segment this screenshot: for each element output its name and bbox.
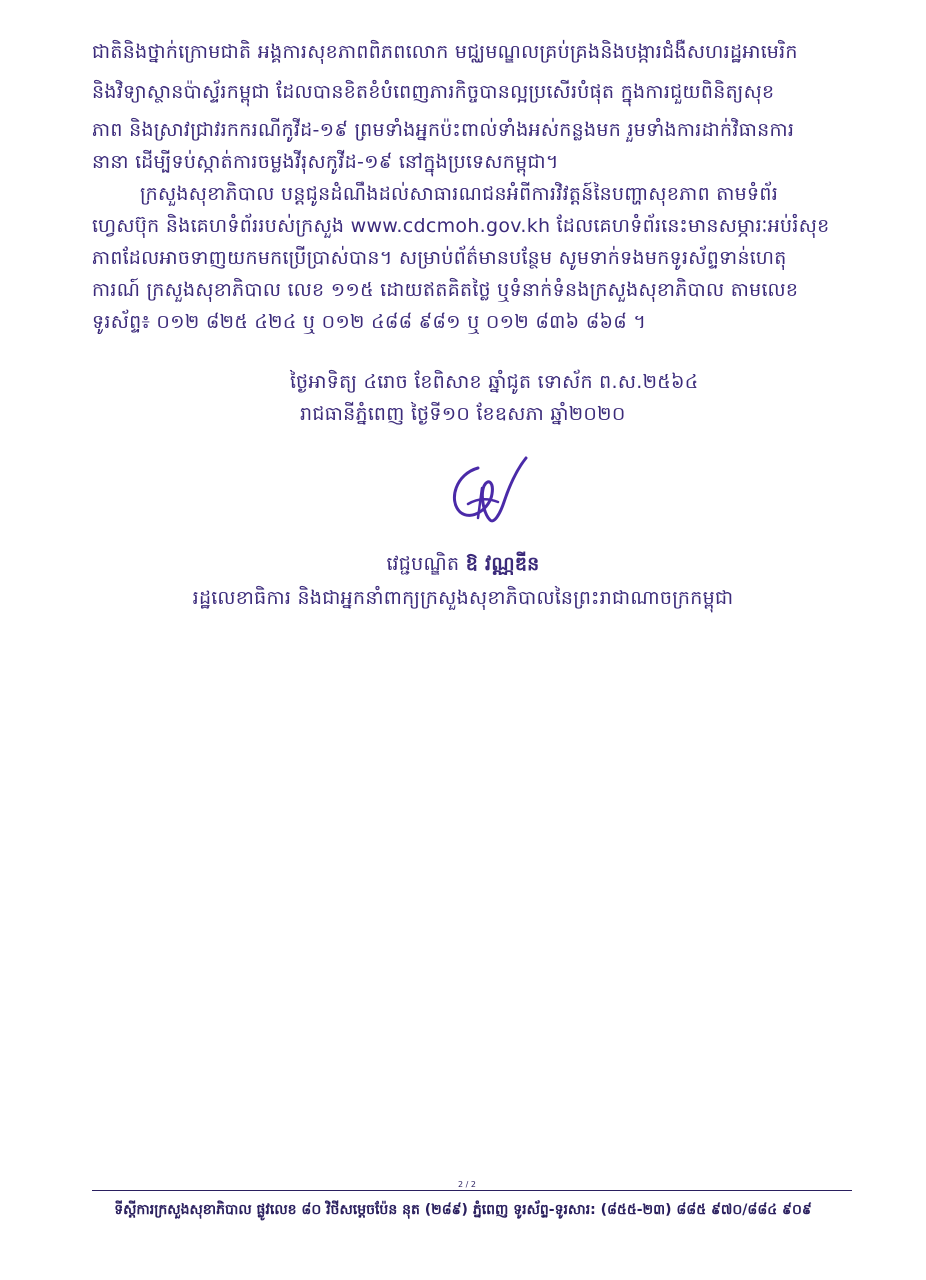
- solar-date: រាជធានីភ្នំពេញ ថ្ងៃទី១០ ខែឧសភា ឆ្នាំ២០២០: [300, 403, 626, 425]
- signer-name-line: [0, 552, 926, 580]
- signer-title: វេជ្ជបណ្ឌិត: [386, 553, 460, 575]
- page-number: 2 / 2: [455, 1180, 479, 1189]
- signer-position: រដ្ឋលេខាធិការ និងជាអ្នកនាំពាក្យក្រសួងសុខាភិបាលនៃព្រះរាជាណាចក្រកម្ពុជា: [192, 587, 734, 609]
- signer-name: ឱ វណ្ណឌីន: [465, 553, 540, 575]
- paragraph-line: នានា ដើម្បីទប់ស្កាត់ការចម្លងវីរុសកូវីដ-១៩ នៅក្នុងប្រទេសកម្ពុជា។: [92, 151, 559, 173]
- paragraph-line: ក្រសួងសុខាភិបាល បន្តជូនដំណឹងដល់សាធារណជនអំពីការវិវត្តន៍នៃបញ្ហាសុខភាព តាមទំព័រ: [140, 183, 779, 205]
- handwritten-signature: [438, 448, 538, 538]
- lunar-date: ថ្ងៃអាទិត្យ ៤រោច ខែពិសាខ ឆ្នាំជូត ទោស័ក ព.ស.២៥៦៤: [290, 371, 699, 393]
- paragraph-line: ការណ៍ ក្រសួងសុខាភិបាល លេខ ១១៥ ដោយឥតគិតថ្លៃ ឬទំនាក់ទំនងក្រសួងសុខាភិបាល តាមលេខ: [92, 279, 799, 301]
- footer-address: ទីស្តីការក្រសួងសុខាភិបាល ផ្លូវលេខ ៨០ វិថីសម្តេចប៉ែន នុត (២៨៩) ភ្នំពេញ ទូរស័ព្ទ-ទូរសារ: (៨៥៥-២៣) ៨៨៥ ៩៧០/៨៨៤ ៩០៩: [114, 1202, 812, 1218]
- paragraph-line: ទូរស័ព្ទ៖ ០១២ ៨២៥ ៤២៤ ឬ ០១២ ៤៨៨ ៩៨១ ឬ ០១២ ៨៣៦ ៨៦៨ ។: [92, 311, 647, 333]
- paragraph-line: ជាតិនិងថ្នាក់ក្រោមជាតិ អង្គការសុខភាពពិភពលោក មជ្ឈមណ្ឌលគ្រប់គ្រងនិងបង្ការជំងឺសហរដ្ឋអាមេរិក: [92, 41, 798, 63]
- paragraph-line: ភាព និងស្រាវជ្រាវរកករណីកូវីដ-១៩ ព្រមទាំងអ្នកប៉ះពាល់ទាំងអស់កន្លងមក រួមទាំងការដាក់វិធានការ: [92, 119, 795, 141]
- footer-divider: [92, 1190, 852, 1191]
- paragraph-line: ភាពដែលអាចទាញយកមកប្រើប្រាស់បាន។ សម្រាប់ព័ត៌មានបន្ថែម សូមទាក់ទងមកទូរស័ព្ទទាន់ហេតុ: [92, 247, 787, 269]
- paragraph-line: និងវិទ្យាស្ថានប៉ាស្ទ័រកម្ពុជា ដែលបានខិតខំបំពេញភារកិច្ចបានល្អប្រសើរបំផុត ក្នុងការជួយពិនិត្យសុខ: [92, 81, 775, 103]
- paragraph-line: ហ្វេសប៊ុក និងគេហទំព័ររបស់ក្រសួង www.cdcmoh.gov.kh ដែលគេហទំព័រនេះមានសម្ភារៈអប់រំសុខ: [92, 215, 830, 237]
